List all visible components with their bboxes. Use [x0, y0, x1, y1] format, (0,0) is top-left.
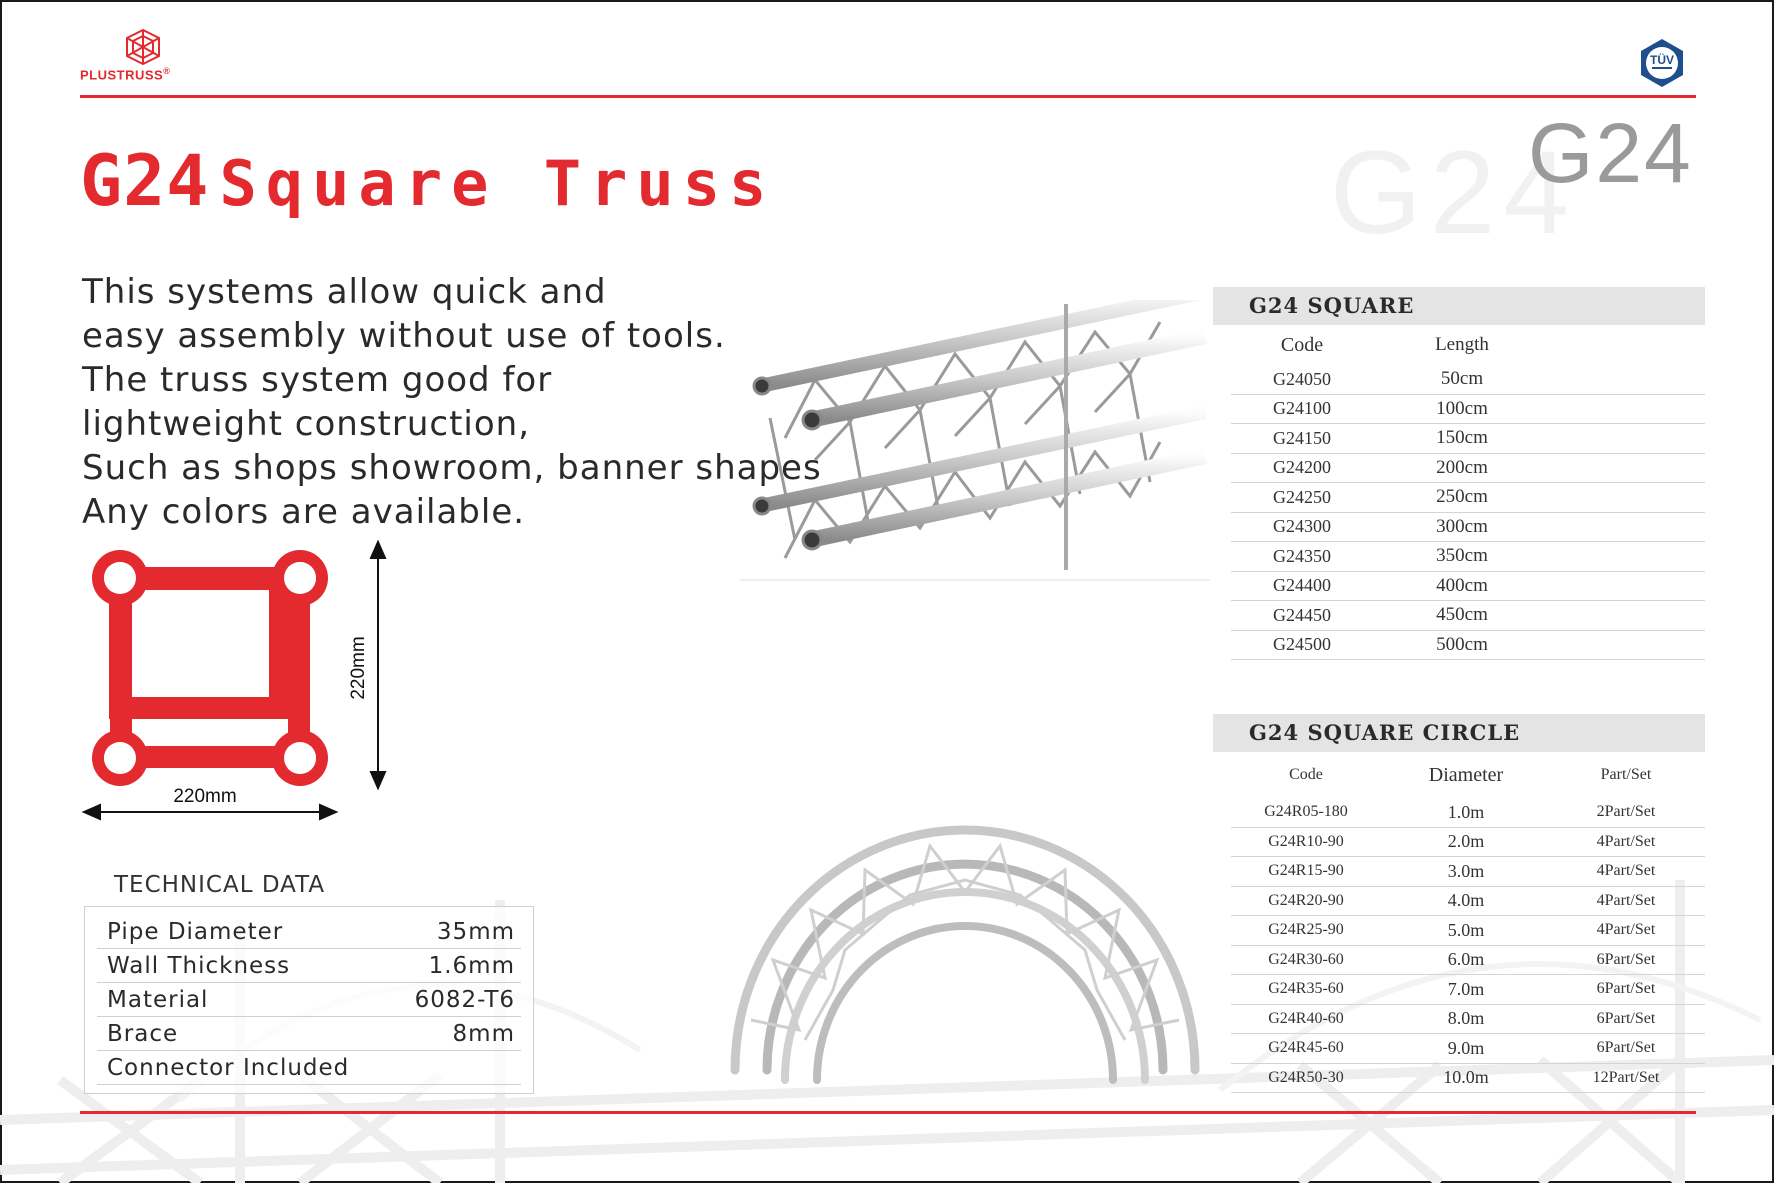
table-row — [1231, 424, 1705, 454]
length-cell: 500cm — [1436, 633, 1488, 655]
circle-table-title: G24 SQUARE CIRCLE — [1213, 714, 1705, 752]
square-table-title: G24 SQUARE — [1213, 287, 1705, 325]
code-cell: G24R40-60 — [1268, 1009, 1344, 1027]
part-set-cell: 4Part/Set — [1596, 862, 1656, 880]
table-row — [1231, 1034, 1705, 1064]
title-code: G24 — [80, 140, 210, 222]
part-set-cell: 6Part/Set — [1596, 1039, 1656, 1057]
part-set-cell: 6Part/Set — [1596, 980, 1656, 998]
square-truss-illustration — [740, 300, 1210, 660]
table-row — [1231, 1064, 1705, 1094]
code-cell: G24350 — [1273, 545, 1331, 566]
footer-divider — [80, 1111, 1696, 1114]
length-cell: 100cm — [1436, 397, 1488, 419]
circle-table-header — [1231, 752, 1705, 798]
column-header-code: Code — [1280, 333, 1324, 356]
header-divider — [80, 95, 1696, 98]
table-row — [1231, 916, 1705, 946]
code-cell: G24500 — [1273, 634, 1331, 655]
tech-row — [97, 1051, 521, 1085]
code-cell: G24R50-30 — [1268, 1068, 1344, 1086]
code-cell: G24R20-90 — [1268, 891, 1344, 909]
technical-data-box — [84, 906, 534, 1094]
tech-value: 1.6mm — [428, 952, 515, 979]
diameter-cell: 8.0m — [1447, 1008, 1485, 1029]
table-row — [1231, 975, 1705, 1005]
code-cell: G24100 — [1273, 398, 1331, 419]
tuv-certification-badge — [1636, 37, 1688, 89]
code-cell: G24R10-90 — [1268, 832, 1344, 850]
part-set-cell: 2Part/Set — [1596, 803, 1656, 821]
code-cell: G24R05-180 — [1264, 803, 1348, 821]
code-cell: G24R35-60 — [1268, 980, 1344, 998]
table-row — [1231, 542, 1705, 572]
code-cell: G24300 — [1273, 516, 1331, 537]
table-row — [1231, 572, 1705, 602]
diameter-cell: 2.0m — [1447, 831, 1485, 852]
description-line: The truss system good for — [82, 360, 553, 400]
table-row — [1231, 857, 1705, 887]
length-cell: 50cm — [1440, 368, 1484, 390]
brand-logo — [78, 28, 208, 88]
brand-name: PLUSTRUSS® — [80, 66, 171, 83]
table-row — [1231, 513, 1705, 543]
code-cell: G24450 — [1273, 604, 1331, 625]
table-row — [1231, 828, 1705, 858]
technical-data-panel — [84, 872, 534, 1094]
column-header-part-set: Part/Set — [1600, 766, 1652, 783]
code-cell: G24R30-60 — [1268, 950, 1344, 968]
table-row — [1231, 395, 1705, 425]
description-line: easy assembly without use of tools. — [82, 316, 726, 356]
code-cell: G24250 — [1273, 486, 1331, 507]
part-set-cell: 12Part/Set — [1592, 1068, 1660, 1086]
table-row — [1231, 365, 1705, 395]
square-circle-table — [1213, 714, 1705, 1093]
circle-truss-illustration — [715, 800, 1215, 1090]
length-cell: 150cm — [1436, 427, 1488, 449]
tech-label: Material — [107, 986, 209, 1013]
code-cell: G24R25-90 — [1268, 921, 1344, 939]
diameter-cell: 1.0m — [1447, 801, 1485, 822]
part-set-cell: 6Part/Set — [1596, 1009, 1656, 1027]
tech-label: Wall Thickness — [107, 952, 291, 979]
diameter-cell: 9.0m — [1447, 1037, 1485, 1058]
table-row — [1231, 631, 1705, 661]
column-header-length: Length — [1435, 334, 1489, 355]
tech-label: Pipe Diameter — [107, 918, 284, 945]
tech-value: 8mm — [452, 1020, 515, 1047]
tech-value: 6082-T6 — [414, 986, 515, 1013]
table-row — [1231, 454, 1705, 484]
length-cell: 300cm — [1436, 515, 1488, 537]
description-line: lightweight construction, — [82, 404, 531, 444]
tech-row — [97, 949, 521, 983]
description-line: Any colors are available. — [82, 492, 526, 532]
description-line: Such as shops showroom, banner shapes — [82, 448, 822, 488]
table-row — [1231, 1005, 1705, 1035]
table-row — [1231, 946, 1705, 976]
code-cell: G24400 — [1273, 575, 1331, 596]
table-row — [1231, 798, 1705, 828]
tech-label: Connector Included — [107, 1054, 350, 1081]
part-set-cell: 4Part/Set — [1596, 921, 1656, 939]
profile-width-label: 220mm — [173, 786, 237, 807]
page-title — [80, 140, 775, 222]
part-set-cell: 6Part/Set — [1596, 950, 1656, 968]
diameter-cell: 3.0m — [1447, 860, 1485, 881]
code-cell: G24R15-90 — [1268, 862, 1344, 880]
tech-label: Brace — [107, 1020, 179, 1047]
code-cell: G24R45-60 — [1268, 1039, 1344, 1057]
length-cell: 250cm — [1436, 486, 1488, 508]
length-cell: 200cm — [1436, 456, 1488, 478]
model-label: G24 — [1528, 106, 1693, 200]
technical-data-title: TECHNICAL DATA — [114, 872, 326, 898]
description-line: This systems allow quick and — [82, 272, 607, 312]
tech-value: 35mm — [436, 918, 515, 945]
tech-row — [97, 1017, 521, 1051]
length-cell: 450cm — [1436, 604, 1488, 626]
part-set-cell: 4Part/Set — [1596, 891, 1656, 909]
diameter-cell: 10.0m — [1443, 1067, 1489, 1088]
model-ghost-label: G24 — [1330, 127, 1578, 259]
profile-frame-shape — [92, 550, 328, 786]
tech-row — [97, 915, 521, 949]
diameter-cell: 6.0m — [1447, 949, 1485, 970]
truss-logo-icon — [113, 28, 173, 68]
truss-profile-diagram — [80, 540, 410, 830]
tuv-badge-text: TÜV — [1650, 53, 1674, 67]
column-header-code: Code — [1289, 766, 1323, 783]
table-row — [1231, 601, 1705, 631]
diameter-cell: 4.0m — [1447, 890, 1485, 911]
code-cell: G24150 — [1273, 427, 1331, 448]
length-cell: 350cm — [1436, 545, 1488, 567]
diameter-cell: 5.0m — [1447, 919, 1485, 940]
part-set-cell: 4Part/Set — [1596, 832, 1656, 850]
table-row — [1231, 887, 1705, 917]
profile-height-label: 220mm — [348, 636, 369, 700]
product-description — [82, 270, 822, 534]
table-row — [1231, 483, 1705, 513]
title-name: Square Truss — [219, 147, 776, 220]
length-cell: 400cm — [1436, 574, 1488, 596]
code-cell: G24050 — [1273, 368, 1331, 389]
square-truss-table — [1213, 287, 1705, 660]
square-table-header — [1231, 325, 1705, 365]
diameter-cell: 7.0m — [1447, 978, 1485, 999]
column-header-diameter: Diameter — [1428, 763, 1504, 786]
code-cell: G24200 — [1273, 457, 1331, 478]
tech-row — [97, 983, 521, 1017]
